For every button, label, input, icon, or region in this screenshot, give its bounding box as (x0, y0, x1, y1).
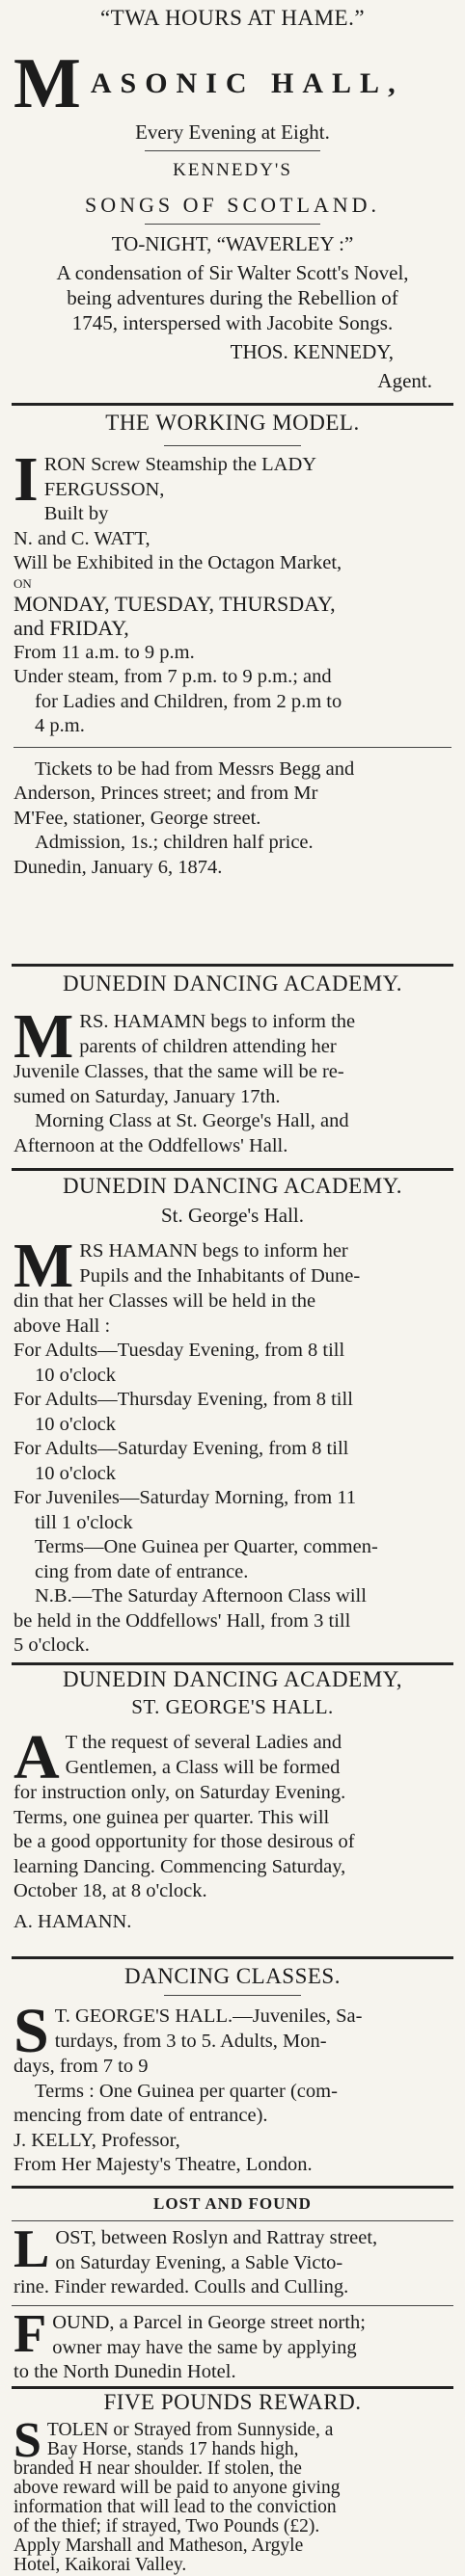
text-line: 4 p.m. (35, 715, 85, 736)
text-line: Gentlemen, a Class will be formed (65, 1756, 341, 1778)
text-line: Under steam, from 7 p.m. to 9 p.m.; and (14, 666, 332, 687)
text-line: For Juveniles—Saturday Morning, from 11 (14, 1487, 357, 1508)
drop-cap: L (14, 2219, 50, 2279)
tonight-waverley: TO-NIGHT, “WAVERLEY :” (111, 232, 354, 255)
waverley-desc-3: 1745, interspersed with Jacobite Songs. (71, 311, 394, 334)
text-line: of the thief; if strayed, Two Pounds (£2). (14, 2516, 320, 2536)
reward-heading: FIVE POUNDS REWARD. (103, 2390, 362, 2414)
text-line: sumed on Saturday, January 17th. (14, 1085, 281, 1107)
text-line: learning Dancing. Commencing Saturday, (14, 1855, 346, 1877)
divider (164, 1995, 301, 1996)
masonic-title-rest: ASONIC HALL, (90, 67, 404, 99)
text-line: till 1 o'clock (35, 1511, 133, 1533)
text-line: T. GEORGE'S HALL.—Juveniles, Sa- (54, 2005, 363, 2027)
text-line: For Adults—Tuesday Evening, from 8 till (14, 1340, 345, 1361)
divider (12, 2220, 453, 2221)
text-line: din that her Classes will be held in the (14, 1290, 316, 1312)
text-line: Terms : One Guinea per quarter (com- (35, 2080, 338, 2102)
divider (145, 150, 320, 151)
text-line: From 11 a.m. to 9 p.m. (14, 641, 195, 663)
section-rule (12, 1956, 453, 1959)
signer-kennedy: THOS. KENNEDY, (230, 340, 394, 363)
drop-cap: M (14, 1231, 74, 1301)
text-line: on Saturday Evening, a Sable Victo- (55, 2251, 343, 2273)
section-rule (12, 2186, 453, 2189)
text-line: Pupils and the Inhabitants of Dune- (79, 1264, 361, 1287)
dda2-body (14, 1231, 451, 1659)
text-line: information that will lead to the conviction (14, 2497, 337, 2517)
working-model-body (14, 444, 451, 880)
text-line: Juvenile Classes, that the same will be re- (14, 1061, 344, 1082)
dda3-subtitle: ST. GEORGE'S HALL. (131, 1695, 334, 1718)
text-line: 10 o'clock (35, 1364, 116, 1386)
text-line: owner may have the same by applying (52, 2336, 357, 2358)
text-line: Hotel, Kaikorai Valley. (14, 2555, 187, 2575)
masonic-hall-title (14, 44, 451, 123)
text-line: 5 o'clock. (14, 1634, 90, 1656)
working-model-heading: THE WORKING MODEL. (105, 411, 360, 435)
text-line: for instruction only, on Saturday Evening. (14, 1782, 346, 1803)
text-line: above reward will be paid to anyone giving (14, 2478, 341, 2498)
text-line: and FRIDAY, (14, 616, 129, 640)
text-line: M'Fee, stationer, George street. (14, 807, 261, 829)
text-line: days, from 7 to 9 (14, 2056, 149, 2077)
text-line: For Adults—Saturday Evening, from 8 till (14, 1438, 349, 1459)
text-line: Afternoon at the Oddfellows' Hall. (14, 1134, 288, 1156)
text-line: October 18, at 8 o'clock. (14, 1880, 207, 1901)
text-line: ON (14, 575, 32, 591)
dda2-subtitle: St. George's Hall. (160, 1204, 305, 1227)
dancing-classes-body (14, 1996, 451, 2178)
text-line: Built by (43, 503, 109, 524)
text-line: T the request of several Ladies and (65, 1732, 342, 1753)
text-line: TOLEN or Strayed from Sunnyside, a (46, 2420, 334, 2440)
divider (12, 2305, 453, 2306)
drop-cap: M (14, 1001, 74, 1072)
songs-of-scotland: SONGS OF SCOTLAND. (84, 193, 381, 217)
twa-hours-heading: “TWA HOURS AT HAME.” (99, 6, 366, 30)
text-line: be a good opportunity for those desirous of (14, 1831, 355, 1852)
waverley-desc-2: being adventures during the Rebellion of (67, 286, 398, 309)
text-line: Will be Exhibited in the Octagon Market, (14, 552, 342, 573)
text-line: 10 o'clock (35, 1413, 116, 1435)
divider (164, 445, 301, 446)
section-rule (12, 964, 453, 967)
text-line: above Hall : (14, 1315, 111, 1337)
text-line: Admission, 1s.; children half price. (35, 832, 314, 853)
text-line: to the North Dunedin Hotel. (14, 2361, 236, 2382)
drop-cap: A (14, 1722, 60, 1793)
masonic-initial: M (14, 44, 81, 123)
text-line: branded H near shoulder. If stolen, the (14, 2458, 302, 2479)
found-ad (14, 2304, 451, 2385)
text-line: N.B.—The Saturday Afternoon Class will (35, 1585, 367, 1607)
text-line: From Her Majesty's Theatre, London. (14, 2154, 313, 2175)
text-line: RS. HAMAMN begs to inform the (79, 1011, 356, 1032)
text-line: OST, between Roslyn and Rattray street, (55, 2227, 378, 2248)
text-line: RS HAMANN begs to inform her (79, 1240, 348, 1261)
text-line: OUND, a Parcel in George street north; (52, 2312, 366, 2333)
text-line: Anderson, Princes street; and from Mr (14, 783, 318, 804)
text-line: Morning Class at St. George's Hall, and (35, 1110, 349, 1131)
drop-cap: I (14, 444, 39, 515)
divider (145, 224, 320, 225)
text-line: turdays, from 3 to 5. Adults, Mon- (54, 2030, 327, 2052)
dda3-body (14, 1722, 451, 1934)
waverley-desc-1: A condensation of Sir Walter Scott's Novel, (56, 261, 409, 284)
text-line: for Ladies and Children, from 2 p.m to (35, 690, 342, 712)
text-line: be held in the Oddfellows' Hall, from 3 till (14, 1609, 351, 1632)
text-line: cing from date of entrance. (35, 1560, 249, 1582)
dda1-body (14, 1001, 451, 1158)
text-line: RON Screw Steamship the LADY (43, 454, 317, 475)
text-line: Tickets to be had from Messrs Begg and (35, 757, 355, 780)
lost-ad (14, 2219, 451, 2300)
dda1-heading: DUNEDIN DANCING ACADEMY. (62, 971, 403, 996)
text-line: 10 o'clock (35, 1462, 116, 1484)
text-line: For Adults—Thursday Evening, from 8 till (14, 1389, 353, 1410)
text-line: N. and C. WATT, (14, 527, 150, 549)
section-rule (12, 1168, 453, 1171)
signer-role: Agent. (377, 369, 432, 392)
reward-body (14, 2413, 451, 2575)
text-line: MONDAY, TUESDAY, THURSDAY, (14, 591, 336, 616)
section-rule (12, 1662, 453, 1665)
signer-hamann: A. HAMANN. (14, 1910, 132, 1932)
text-line: Terms—One Guinea per Quarter, commen- (35, 1536, 378, 1557)
dda2-heading: DUNEDIN DANCING ACADEMY. (62, 1174, 403, 1198)
text-line: Apply Marshall and Matheson, Argyle (14, 2536, 304, 2556)
drop-cap: S (14, 1996, 49, 2066)
text-line: rine. Finder rewarded. Coulls and Culling. (14, 2276, 349, 2297)
section-rule (12, 403, 453, 406)
text-line: Terms, one guinea per quarter. This will (14, 1806, 330, 1828)
every-evening: Every Evening at Eight. (135, 120, 330, 144)
section-rule (12, 2386, 453, 2389)
divider (14, 747, 451, 748)
text-line: Bay Horse, stands 17 hands high, (46, 2439, 299, 2459)
drop-cap: S (14, 2413, 41, 2468)
text-line: mencing from date of entrance). (14, 2105, 268, 2126)
text-line: Dunedin, January 6, 1874. (14, 856, 223, 878)
dda3-heading: DUNEDIN DANCING ACADEMY, (62, 1667, 403, 1691)
text-line: FERGUSSON, (43, 478, 165, 500)
text-line: J. KELLY, Professor, (14, 2129, 180, 2151)
drop-cap: F (14, 2304, 47, 2364)
text-line: parents of children attending her (79, 1035, 337, 1057)
lost-found-heading: LOST AND FOUND (153, 2194, 312, 2213)
kennedys: KENNEDY'S (173, 160, 292, 180)
dancing-classes-heading: DANCING CLASSES. (124, 1964, 341, 1988)
